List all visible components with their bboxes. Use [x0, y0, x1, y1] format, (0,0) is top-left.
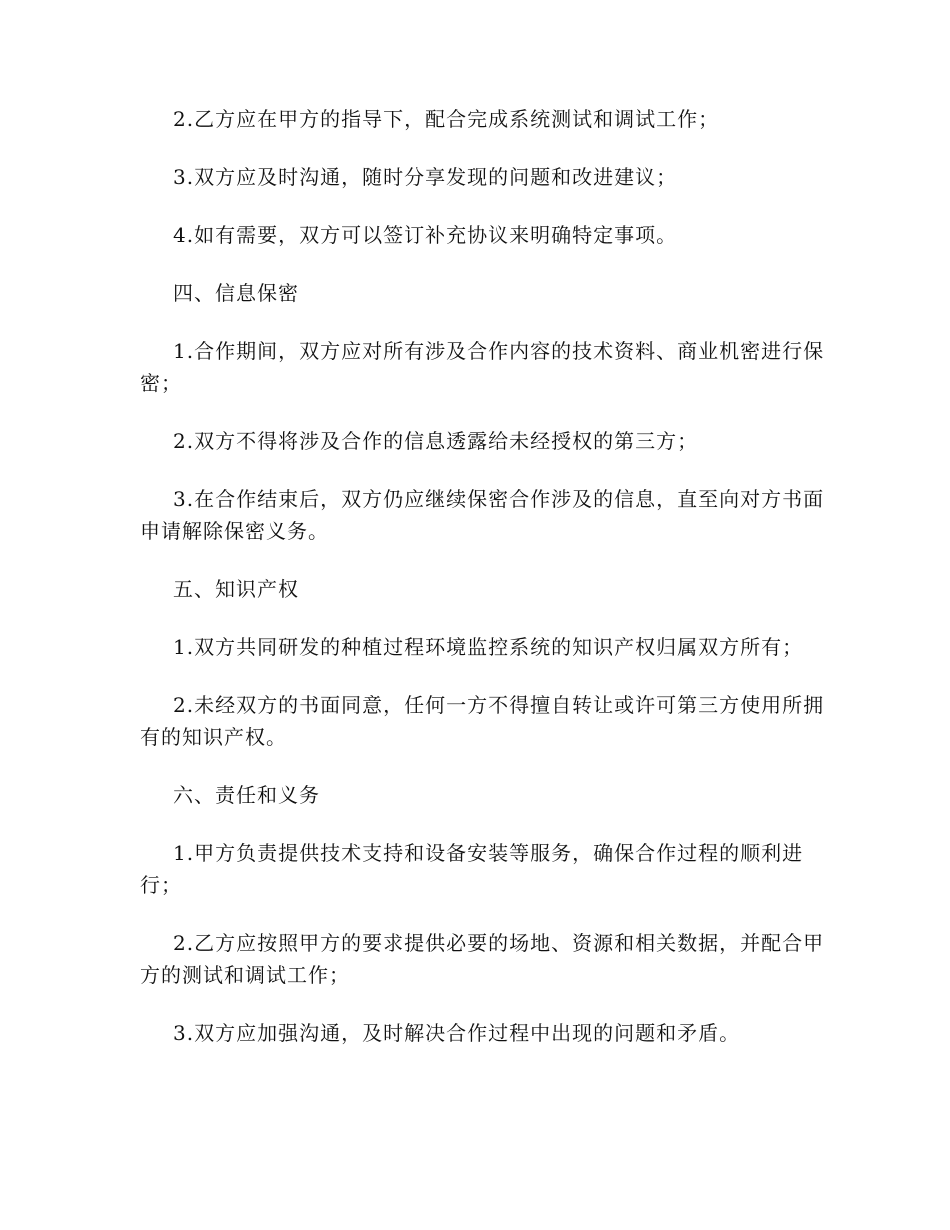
document-body — [140, 103, 830, 1075]
section-heading-responsibilities: 六、责任和义务 — [173, 783, 320, 807]
clause-5-2: 2.未经双方的书面同意，任何一方不得擅自转让或许可第三方使用所拥有的知识产权。 — [140, 693, 825, 749]
clause-6-2: 2.乙方应按照甲方的要求提供必要的场地、资源和相关数据，并配合甲方的测试和调试工作； — [140, 931, 825, 987]
clause-3-4: 4.如有需要，双方可以签订补充协议来明确特定事项。 — [173, 223, 678, 247]
clause-3-3: 3.双方应及时沟通，随时分享发现的问题和改进建议； — [173, 165, 678, 189]
section-heading-intellectual-property: 五、知识产权 — [173, 577, 299, 601]
clause-4-2: 2.双方不得将涉及合作的信息透露给未经授权的第三方； — [173, 429, 699, 453]
clause-3-2: 2.乙方应在甲方的指导下，配合完成系统测试和调试工作； — [173, 107, 720, 131]
clause-6-3: 3.双方应加强沟通，及时解决合作过程中出现的问题和矛盾。 — [173, 1021, 741, 1045]
clause-6-1: 1.甲方负责提供技术支持和设备安装等服务，确保合作过程的顺利进行； — [140, 841, 804, 897]
clause-4-3: 3.在合作结束后，双方仍应继续保密合作涉及的信息，直至向对方书面申请解除保密义务。 — [140, 487, 825, 543]
clause-5-1: 1.双方共同研发的种植过程环境监控系统的知识产权归属双方所有； — [173, 635, 804, 659]
clause-4-1: 1.合作期间，双方应对所有涉及合作内容的技术资料、商业机密进行保密； — [140, 339, 825, 395]
section-heading-confidentiality: 四、信息保密 — [173, 281, 299, 305]
